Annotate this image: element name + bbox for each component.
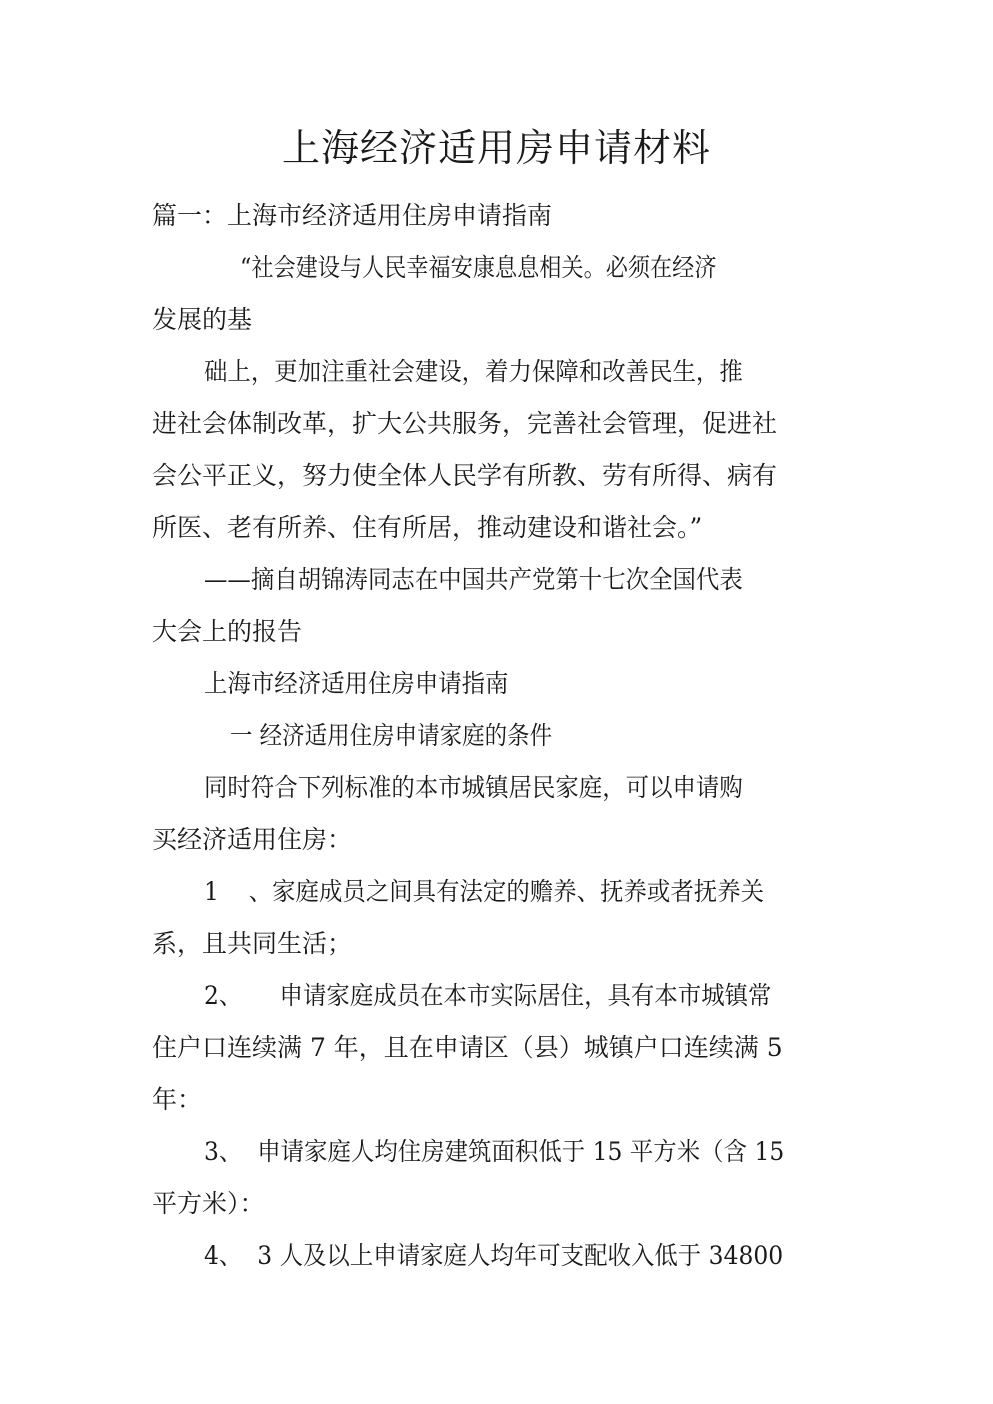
attribution-line: ——摘自胡锦涛同志在中国共产党第十七次全国代表: [204, 565, 743, 594]
quote-line: 础上，更加注重社会建设，着力保障和改善民生，推: [204, 357, 743, 386]
body-line: 买经济适用住房：: [152, 825, 353, 854]
list-item-line: 年：: [152, 1085, 203, 1114]
list-item-line: 3、 申请家庭人均住房建筑面积低于 15 平方米（含 15: [204, 1137, 785, 1166]
quote-line: 会公平正义，努力使全体人民学有所教、劳有所得、病有: [152, 461, 778, 490]
list-item-line: 系，且共同生活；: [152, 929, 353, 958]
document-title: 上海经济适用房申请材料: [281, 126, 711, 170]
subtitle-line: 上海市经济适用住房申请指南: [204, 669, 509, 698]
section-heading: 篇一：上海市经济适用住房申请指南: [152, 201, 553, 230]
body-line: 同时符合下列标准的本市城镇居民家庭，可以申请购: [204, 773, 743, 802]
quote-line: 发展的基: [152, 305, 253, 334]
list-item-line: 平方米）：: [152, 1189, 265, 1218]
list-item-line: 住户口连续满 7 年，且在申请区（县）城镇户口连续满 5: [152, 1033, 783, 1062]
section-heading: 一 经济适用住房申请家庭的条件: [230, 721, 553, 750]
list-item-line: 1 、家庭成员之间具有法定的赡养、抚养或者抚养关: [204, 877, 765, 906]
list-item-line: 4、 3 人及以上申请家庭人均年可支配收入低于 34800: [204, 1241, 784, 1270]
quote-line: 所医、老有所养、住有所居，推动建设和谐社会。”: [152, 513, 703, 542]
quote-line: “社会建设与人民幸福安康息息相关。必须在经济: [240, 253, 717, 282]
quote-line: 进社会体制改革，扩大公共服务，完善社会管理，促进社: [152, 409, 778, 438]
list-item-line: 2、 申请家庭成员在本市实际居住，具有本市城镇常: [204, 981, 772, 1010]
attribution-line: 大会上的报告: [152, 617, 303, 646]
